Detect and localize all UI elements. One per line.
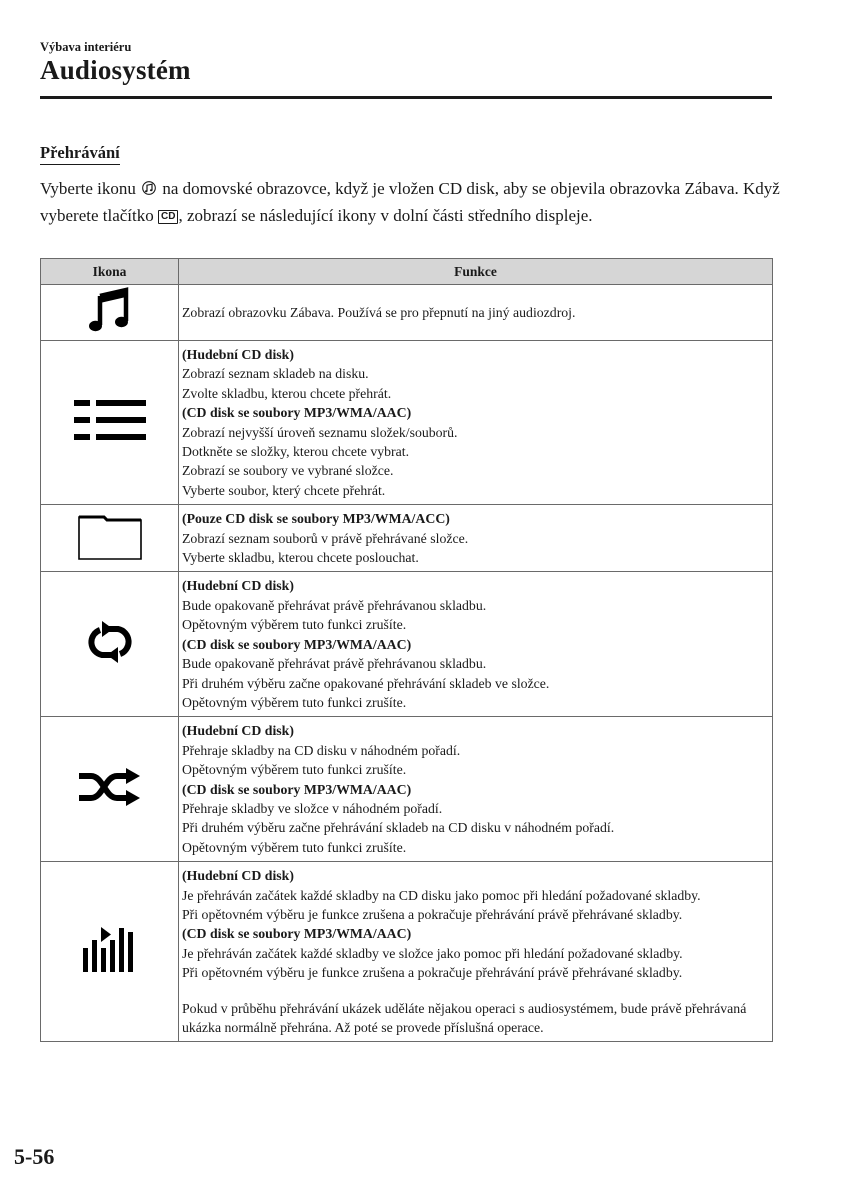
function-line: Zobrazí nejvyšší úroveň seznamu složek/souborů. <box>182 424 458 440</box>
function-line: Opětovným výběrem tuto funkci zrušíte. <box>182 762 407 778</box>
function-line: Opětovným výběrem tuto funkci zrušíte. <box>182 839 407 855</box>
function-cell <box>179 862 773 1042</box>
function-note: Pokud v průběhu přehrávání ukázek uděláte nějakou operaci s audiosystémem, bude právě přehrávaná ukázka normálně přehrána. Až poté se provede příslušná operace. <box>182 1000 747 1035</box>
function-line: Opětovným výběrem tuto funkci zrušíte. <box>182 694 407 710</box>
intro-text-3: , zobrazí se následující ikony v dolní části středního displeje. <box>178 205 593 225</box>
intro-text-2: na domovské obrazovce, když je vložen CD disk, aby se objevila obrazovka Zábava. Když vyberete tlačítko <box>40 179 780 225</box>
table-row <box>41 341 773 505</box>
function-line: Bude opakovaně přehrávat právě přehrávanou skladbu. <box>182 656 487 672</box>
function-cell <box>179 717 773 862</box>
paragraph-gap <box>182 983 768 999</box>
function-line: Zvolte skladbu, kterou chcete přehrát. <box>182 385 392 401</box>
icon-column-header: Ikona <box>41 259 179 285</box>
function-subheading: (CD disk se soubory MP3/WMA/AAC) <box>182 926 412 942</box>
function-line: Při druhém výběru začne opakované přehrávání skladeb ve složce. <box>182 675 550 691</box>
icon-cell <box>41 285 179 341</box>
function-subheading: (Hudební CD disk) <box>182 578 294 594</box>
function-table <box>40 258 773 1042</box>
intro-paragraph <box>40 177 780 228</box>
function-line: Opětovným výběrem tuto funkci zrušíte. <box>182 617 407 633</box>
function-cell <box>179 285 773 341</box>
function-line: Při opětovném výběru je funkce zrušena a pokračuje přehrávání právě přehrávané skladby. <box>182 965 683 981</box>
repeat-icon <box>82 651 138 666</box>
table-header-row <box>41 259 773 285</box>
function-line: Vyberte soubor, který chcete přehrát. <box>182 482 386 498</box>
page-number: 5-56 <box>14 1144 55 1169</box>
function-subheading: (Pouze CD disk se soubory MP3/WMA/ACC) <box>182 511 450 527</box>
function-line: Zobrazí seznam skladeb na disku. <box>182 366 369 382</box>
icon-cell <box>41 505 179 572</box>
function-subheading: (CD disk se soubory MP3/WMA/AAC) <box>182 405 412 421</box>
function-cell <box>179 505 773 572</box>
function-line: Je přehráván začátek každé skladby ve složce jako pomoc při hledání požadované skladby. <box>182 945 683 961</box>
function-line: Vyberte skladbu, kterou chcete poslouchat. <box>182 550 419 566</box>
cd-button-icon: CD <box>158 210 178 224</box>
function-line: Přehraje skladby ve složce v náhodném pořadí. <box>182 800 443 816</box>
table-row <box>41 572 773 717</box>
icon-cell <box>41 572 179 717</box>
section-label: Výbava interiéru <box>40 40 132 54</box>
function-line: Při druhém výběru začne přehrávání skladeb na CD disku v náhodném pořadí. <box>182 820 615 836</box>
subheading: Přehrávání <box>40 143 120 165</box>
shuffle-icon <box>79 795 141 810</box>
function-subheading: (CD disk se soubory MP3/WMA/AAC) <box>182 636 412 652</box>
folder-icon <box>78 548 142 563</box>
table-row <box>41 862 773 1042</box>
function-line: Při opětovném výběru je funkce zrušena a pokračuje přehrávání právě přehrávané skladby. <box>182 906 683 922</box>
function-line: Zobrazí se soubory ve vybrané složce. <box>182 463 394 479</box>
function-column-header: Funkce <box>179 259 773 285</box>
table-row <box>41 717 773 862</box>
function-line: Zobrazí obrazovku Zábava. Používá se pro přepnutí na jiný audiozdroj. <box>182 304 576 320</box>
icon-cell <box>41 341 179 505</box>
function-line: Bude opakovaně přehrávat právě přehrávanou skladbu. <box>182 597 487 613</box>
title-divider <box>40 96 772 99</box>
icon-cell <box>41 717 179 862</box>
music-note-icon <box>88 321 132 336</box>
list-icon <box>74 430 146 445</box>
function-cell <box>179 341 773 505</box>
function-line: Dotkněte se složky, kterou chcete vybrat. <box>182 444 410 460</box>
function-cell <box>179 572 773 717</box>
function-line: Přehraje skladby na CD disku v náhodném pořadí. <box>182 742 461 758</box>
function-subheading: (Hudební CD disk) <box>182 868 294 884</box>
music-note-inline-icon <box>142 179 156 204</box>
table-row <box>41 285 773 341</box>
table-row <box>41 505 773 572</box>
icon-cell <box>41 862 179 1042</box>
function-subheading: (CD disk se soubory MP3/WMA/AAC) <box>182 781 412 797</box>
function-line: Je přehráván začátek každé skladby na CD disku jako pomoc při hledání požadované skladby. <box>182 887 701 903</box>
page-title: Audiosystém <box>40 55 191 85</box>
scan-icon <box>83 960 137 975</box>
function-subheading: (Hudební CD disk) <box>182 347 294 362</box>
function-line: Zobrazí seznam souborů v právě přehrávané složce. <box>182 530 469 546</box>
intro-text-1: Vyberte ikonu <box>40 179 136 198</box>
function-subheading: (Hudební CD disk) <box>182 723 294 739</box>
